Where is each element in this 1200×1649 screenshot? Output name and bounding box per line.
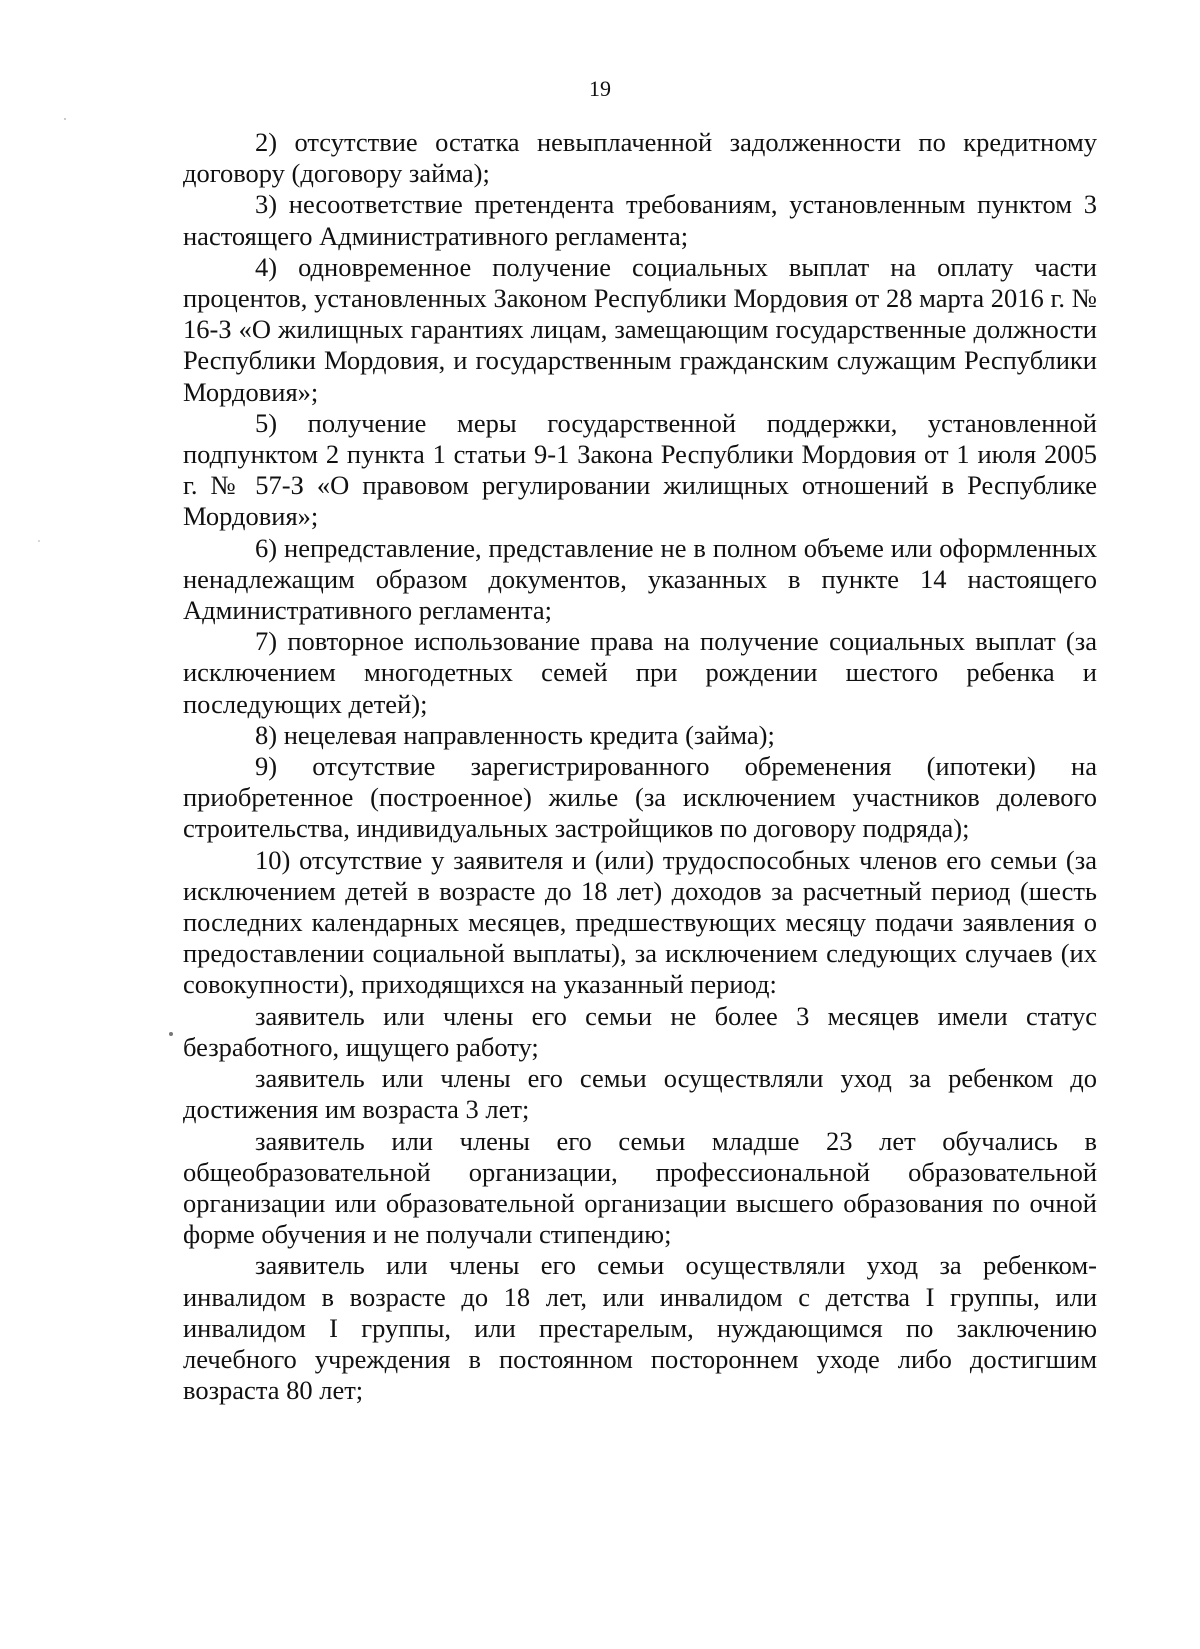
- exception-unemployed: заявитель или члены его семьи не более 3 месяцев имели статус безработного, ищущего работу;: [183, 1000, 1097, 1062]
- document-body: [183, 127, 1097, 1406]
- exception-childcare: заявитель или члены его семьи осуществляли уход за ребенком до достижения им возраста 3 лет;: [183, 1063, 1097, 1125]
- paragraph-item-9: 9) отсутствие зарегистрированного обременения (ипотеки) на приобретенное (построенное) жилье (за исключением участников долевого строительства, индивидуальных застройщиков по договору подряда);: [183, 751, 1097, 844]
- exception-disabled-care: заявитель или члены его семьи осуществляли уход за ребенком-инвалидом в возрасте до 18 лет, или инвалидом с детства I группы, или инвалидом I группы, или престарелым, нуждающимся по заключению лечебного учреждения в постоянном постороннем уходе либо достигшим возраста 80 лет;: [183, 1250, 1097, 1406]
- scan-speck: [64, 118, 66, 120]
- paragraph-item-3: 3) несоответствие претендента требованиям, установленным пунктом 3 настоящего Административного регламента;: [183, 189, 1097, 251]
- scan-speck: [38, 540, 40, 542]
- paragraph-item-5: 5) получение меры государственной поддержки, установленной подпунктом 2 пункта 1 статьи 9-1 Закона Республики Мордовия от 1 июля 2005 г. № 57-З «О правовом регулировании жилищных отношений в Республике Мордовия»;: [183, 407, 1097, 532]
- paragraph-item-4: 4) одновременное получение социальных выплат на оплату части процентов, установленных Законом Республики Мордовия от 28 марта 2016 г. № 16-З «О жилищных гарантиях лицам, замещающим государственные должности Республики Мордовия, и государственным гражданским служащим Республики Мордовия»;: [183, 251, 1097, 407]
- page-number: 19: [589, 76, 611, 101]
- paragraph-item-10: 10) отсутствие у заявителя и (или) трудоспособных членов его семьи (за исключением детей в возрасте до 18 лет) доходов за расчетный период (шесть последних календарных месяцев, предшествующих месяцу подачи заявления о предоставлении социальной выплаты), за исключением следующих случаев (их совокупности), приходящихся на указанный период:: [183, 844, 1097, 1000]
- paragraph-item-7: 7) повторное использование права на получение социальных выплат (за исключением многодетных семей при рождении шестого ребенка и последующих детей);: [183, 626, 1097, 719]
- paragraph-item-6: 6) непредставление, представление не в полном объеме или оформленных ненадлежащим образом документов, указанных в пункте 14 настоящего Административного регламента;: [183, 532, 1097, 626]
- paragraph-item-8: 8) нецелевая направленность кредита (займа);: [255, 719, 775, 750]
- paragraph-item-2: 2) отсутствие остатка невыплаченной задолженности по кредитному договору (договору займа);: [183, 127, 1097, 189]
- scan-speck: [169, 1032, 173, 1036]
- exception-students: заявитель или члены его семьи младше 23 лет обучались в общеобразовательной организации, профессиональной образовательной организации или образовательной организации высшего образования по очной форме обучения и не получали стипендию;: [183, 1125, 1097, 1250]
